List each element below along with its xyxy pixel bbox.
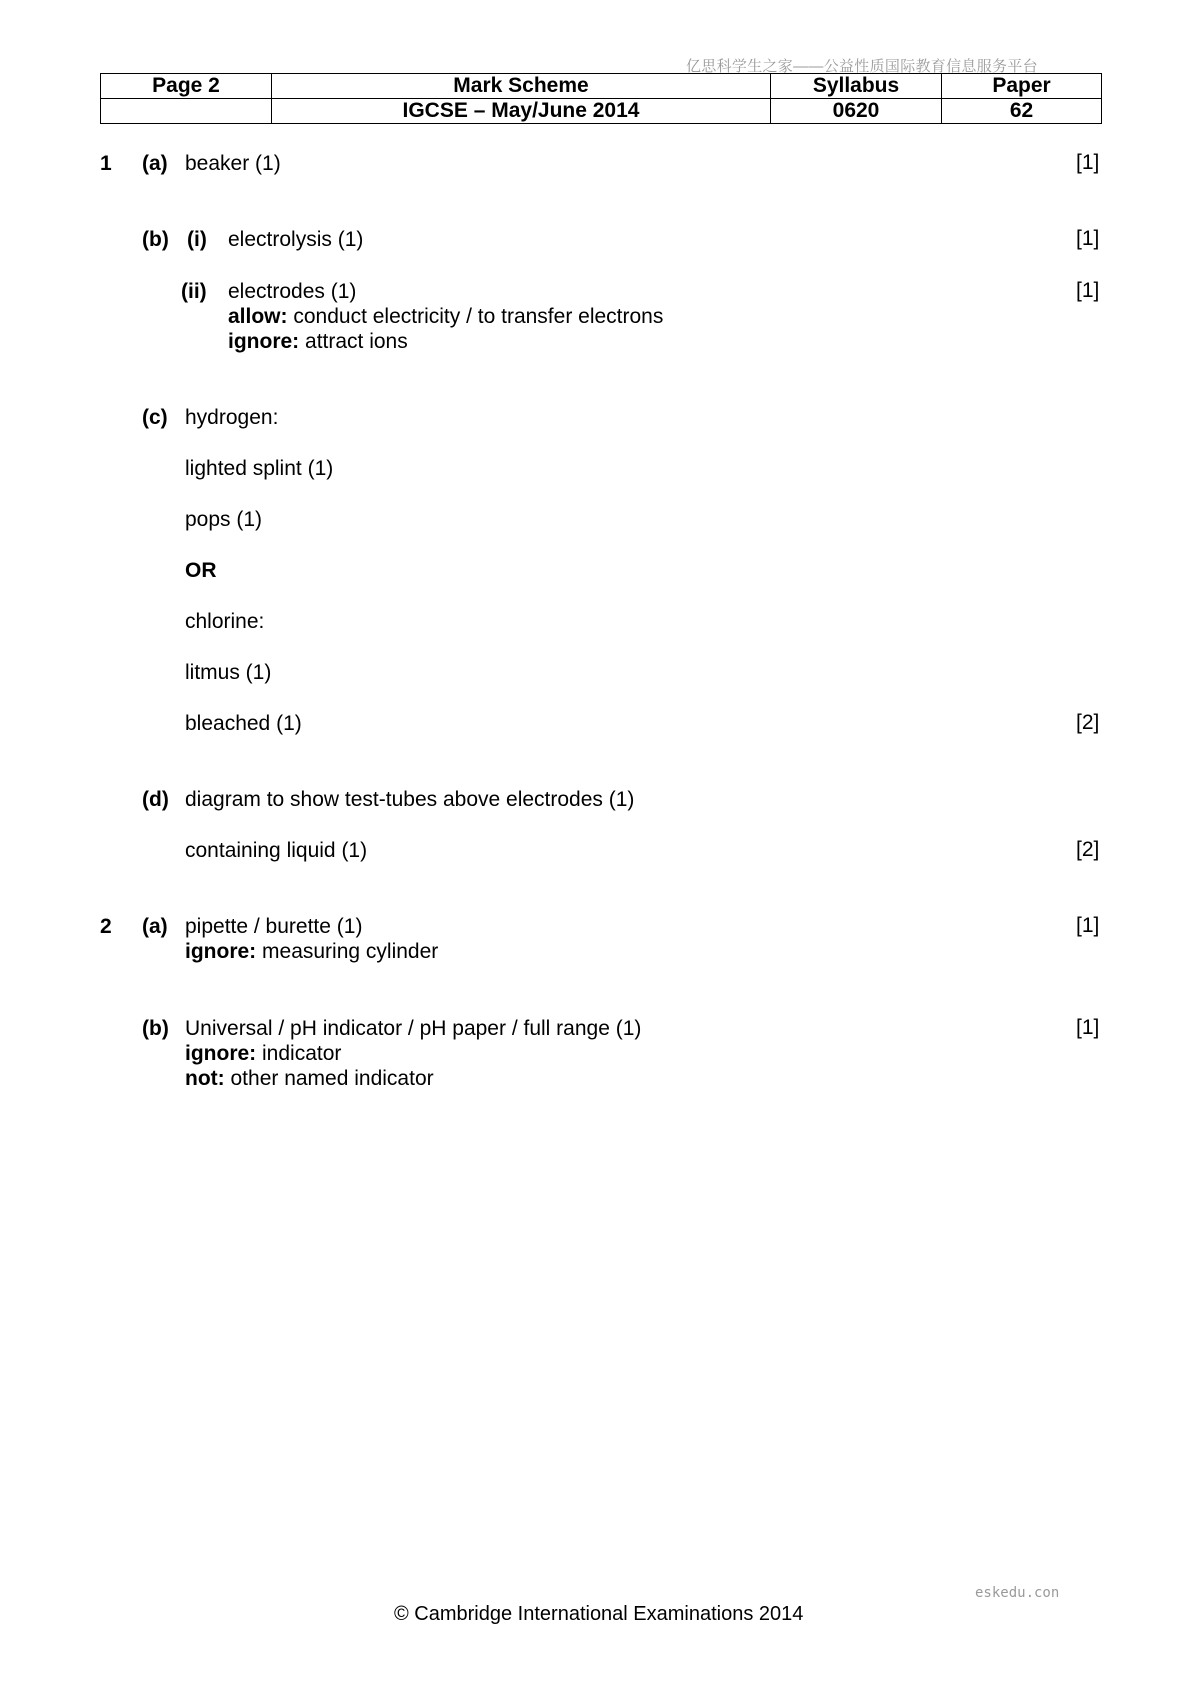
watermark-top: 亿思科学生之家——公益性质国际教育信息服务平台 <box>686 58 1038 75</box>
q1bii-label: (ii) <box>181 280 207 303</box>
allow-text: conduct electricity / to transfer electrons <box>293 305 664 328</box>
ignore-keyword: ignore: <box>185 940 257 963</box>
header-title: Mark Scheme <box>272 74 771 99</box>
header-page: Page 2 <box>101 74 272 99</box>
q1-number: 1 <box>100 152 112 175</box>
q1c-line: litmus (1) <box>185 661 272 684</box>
header-table <box>100 73 1102 124</box>
q1b-label: (b) <box>142 228 169 251</box>
ignore-text: measuring cylinder <box>262 940 439 963</box>
q1bii-ignore-line <box>228 329 408 354</box>
ignore-text: indicator <box>262 1042 342 1065</box>
header-syllabus-label: Syllabus <box>771 74 942 99</box>
header-empty-cell <box>101 99 272 124</box>
watermark-bottom: eskedu.con <box>975 1585 1060 1601</box>
ignore-keyword: ignore: <box>185 1042 257 1065</box>
allow-keyword: allow: <box>228 305 288 328</box>
q1c-label: (c) <box>142 406 168 429</box>
q1bi-mark: [1] <box>1076 227 1100 250</box>
q1bi-label: (i) <box>187 228 207 251</box>
ignore-keyword: ignore: <box>228 330 300 353</box>
q2a-text: pipette / burette (1) <box>185 915 363 938</box>
q1c-mark: [2] <box>1076 711 1100 734</box>
q1bi-text: electrolysis (1) <box>228 228 364 251</box>
q1c-line: chlorine: <box>185 610 265 633</box>
q1a-label: (a) <box>142 152 168 175</box>
q2a-label: (a) <box>142 915 168 938</box>
q1c-line: pops (1) <box>185 508 263 531</box>
q1d-label: (d) <box>142 788 169 811</box>
q1c-or: OR <box>185 559 217 582</box>
q2-number: 2 <box>100 915 112 938</box>
header-exam: IGCSE – May/June 2014 <box>272 99 771 124</box>
header-paper-label: Paper <box>942 74 1102 99</box>
q2b-text: Universal / pH indicator / pH paper / full range (1) <box>185 1017 642 1040</box>
not-text: other named indicator <box>230 1067 434 1090</box>
q1bii-mark: [1] <box>1076 279 1100 302</box>
q1d-mark: [2] <box>1076 838 1100 861</box>
footer-copyright: © Cambridge International Examinations 2014 <box>394 1603 804 1625</box>
ignore-text: attract ions <box>305 330 408 353</box>
q1d-line2: containing liquid (1) <box>185 839 368 862</box>
q1a-text: beaker (1) <box>185 152 281 175</box>
q2b-not-line <box>185 1066 434 1091</box>
q1bii-text: electrodes (1) <box>228 280 357 303</box>
header-syllabus: 0620 <box>771 99 942 124</box>
q1bii-allow-line <box>228 304 663 329</box>
q2a-ignore-line <box>185 939 438 964</box>
q1d-line1: diagram to show test-tubes above electrodes (1) <box>185 788 635 811</box>
q1a-mark: [1] <box>1076 151 1100 174</box>
q1c-line: lighted splint (1) <box>185 457 334 480</box>
q2b-label: (b) <box>142 1017 169 1040</box>
not-keyword: not: <box>185 1067 225 1090</box>
q1c-line: hydrogen: <box>185 406 279 429</box>
q2b-mark: [1] <box>1076 1016 1100 1039</box>
header-paper: 62 <box>942 99 1102 124</box>
q2a-mark: [1] <box>1076 914 1100 937</box>
q2b-ignore-line <box>185 1041 341 1066</box>
q1c-line: bleached (1) <box>185 712 302 735</box>
